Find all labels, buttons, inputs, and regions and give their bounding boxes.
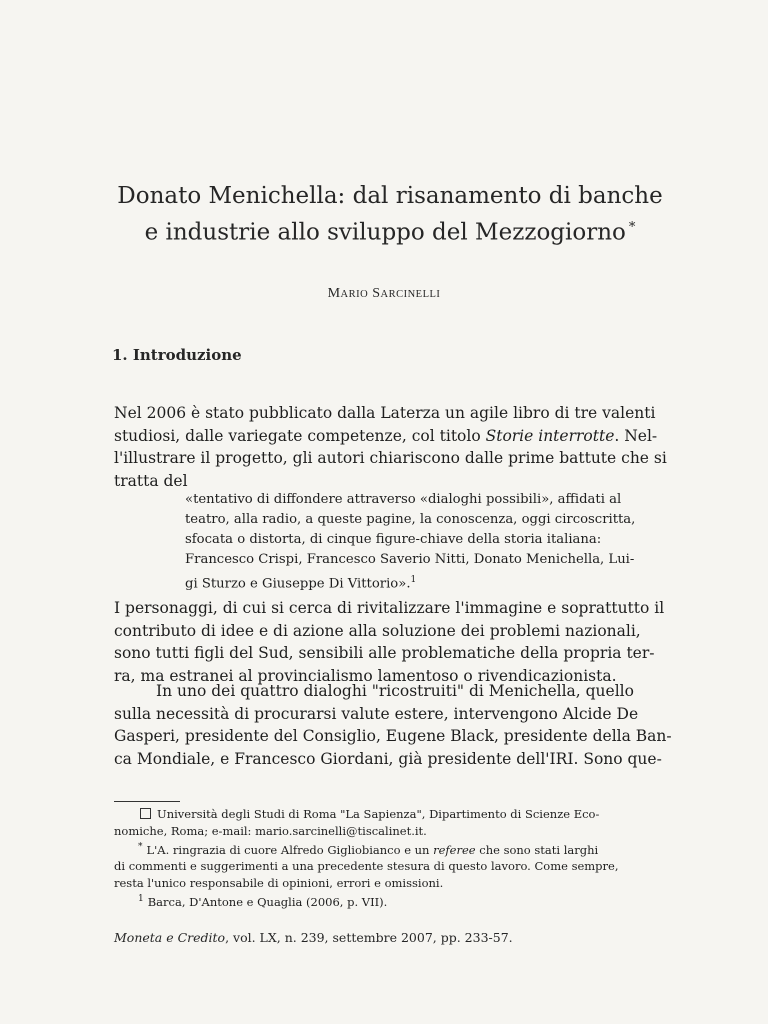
paragraph-3 [114,680,672,770]
author-last-rest: ARCINELLI [380,289,441,300]
title-line-1: Donato Menichella: dal risanamento di banche [117,183,663,209]
referee-italic: referee [433,842,476,857]
quote-line-5 [185,570,639,594]
paragraph-2-line-4: ra, ma estranei al provincialismo lamentoso o rivendicazionista. [114,666,617,685]
journal-citation [114,930,513,945]
title-footnote-mark: * [628,220,636,235]
paragraph-1-line-1: Nel 2006 è stato pubblicato dalla Laterza un agile libro di tre valenti [114,404,656,422]
author-first-rest: ARIO [340,289,369,300]
quote-line-2: teatro, alla radio, a queste pagine, la conoscenza, oggi circoscritta, [185,512,636,527]
article-title [80,180,700,249]
footnote-1-mark: 1 [138,894,144,905]
paragraph-3-line-2: sulla necessità di procurarsi valute estere, intervengono Alcide De [114,704,639,723]
block-quote [185,490,639,594]
journal-name: Moneta e Credito [114,930,226,945]
author-name [0,286,768,302]
footnotes [114,806,642,911]
paragraph-1-line-2-end: . Nel- [614,426,658,445]
title-line-2: e industrie allo sviluppo del Mezzogiorno [144,219,626,246]
author-last-initial: S [372,286,381,301]
quote-line-4: Francesco Crispi, Francesco Saverio Nitti, Donato Menichella, Lui- [185,552,635,567]
footnote-1-text: Barca, D'Antone e Quaglia (2006, p. VII). [147,895,388,910]
footnote-ref-1: 1 [410,575,417,585]
footnote-star-line-3: resta l'unico responsabile di opinioni, errori e omissioni. [114,875,444,890]
paragraph-1-line-2-text: studiosi, dalle variegate competenze, col titolo [114,426,486,445]
paragraph-2-line-2: contributo di idee e di azione alla soluzione dei problemi nazionali, [114,621,641,640]
footnote-affiliation-line-1 [114,806,642,823]
footnote-star-text-end: che sono stati larghi [475,842,599,857]
footnote-affiliation-line-2: nomiche, Roma; e-mail: mario.sarcinelli@tiscalinet.it. [114,823,427,838]
paragraph-2-line-3: sono tutti figli del Sud, sensibili alle problematiche della propria ter- [114,644,655,662]
footnote-star-mark: * [138,842,143,852]
footnote-star-line-2: di commenti e suggerimenti a una precedente stesura di questo lavoro. Come sempre, [114,859,619,874]
quote-line-3: sfocata o distorta, di cinque figure-chiave della storia italiana: [185,532,602,547]
paragraph-2 [114,597,665,687]
paragraph-1-line-4: tratta del [114,471,188,490]
footnote-star-line-1 [114,839,642,858]
paragraph-1 [114,402,667,492]
checkbox-square-icon [140,808,151,819]
author-first-initial: M [327,286,341,301]
book-title-italic: Storie interrotte [485,426,615,445]
paragraph-3-line-4: ca Mondiale, e Francesco Giordani, già presidente dell'IRI. Sono que- [114,749,662,768]
journal-details: , vol. LX, n. 239, settembre 2007, pp. 233-57. [225,930,513,945]
paragraph-1-line-3: l'illustrare il progetto, gli autori chiariscono dalle prime battute che si [114,449,667,467]
footnote-1 [114,891,642,910]
quote-line-5-text: gi Sturzo e Giuseppe Di Vittorio». [185,576,411,592]
section-heading: 1. Introduzione [112,346,242,364]
paragraph-3-line-3: Gasperi, presidente del Consiglio, Eugene Black, presidente della Ban- [114,727,672,745]
footnote-star-text: L'A. ringrazia di cuore Alfredo Gigliobianco e un [146,842,434,857]
paragraph-1-line-2 [114,425,658,448]
quote-line-1: «tentativo di diffondere attraverso «dialoghi possibili», affidati al [185,492,622,507]
affiliation-text: Università degli Studi di Roma "La Sapienza", Dipartimento di Scienze Eco- [157,807,600,821]
paragraph-2-line-1: I personaggi, di cui si cerca di rivitalizzare l'immagine e soprattutto il [114,599,665,617]
paragraph-3-line-1: In uno dei quattro dialoghi "ricostruiti" di Menichella, quello [156,682,634,700]
footnote-divider [114,801,180,802]
